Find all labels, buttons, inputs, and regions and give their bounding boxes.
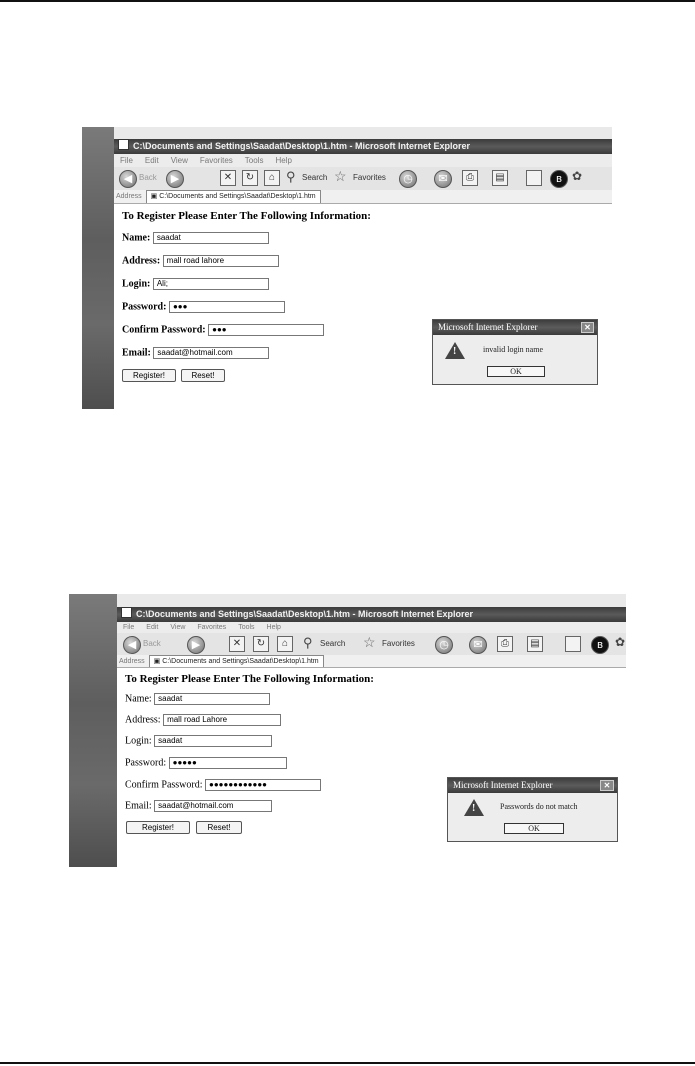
window-title-bar <box>117 607 626 622</box>
menu-edit[interactable]: Edit <box>144 156 159 165</box>
messenger-icon[interactable]: ✿ <box>615 635 626 649</box>
address-field-label: Address: <box>122 255 161 267</box>
menu-help[interactable]: Help <box>266 624 281 631</box>
favorites-label[interactable]: Favorites <box>382 639 415 648</box>
top-rule <box>0 0 695 2</box>
reset-button[interactable]: Reset! <box>181 369 225 382</box>
confirm-password-row <box>125 779 321 791</box>
email-label: Email: <box>122 347 151 359</box>
menu-edit[interactable]: Edit <box>146 624 159 631</box>
menu-help[interactable]: Help <box>275 156 292 165</box>
login-label: Login: <box>122 278 151 290</box>
name-label: Name: <box>122 232 151 244</box>
address-bar <box>114 190 612 204</box>
email-label: Email: <box>125 800 152 812</box>
warning-icon: ! <box>445 342 465 359</box>
dialog-title <box>433 320 597 335</box>
menu-tools[interactable]: Tools <box>244 156 264 165</box>
mail-icon[interactable]: ✉ <box>434 170 452 188</box>
home-icon[interactable]: ⌂ <box>277 636 293 652</box>
register-button[interactable]: Register! <box>126 821 190 834</box>
close-icon[interactable]: ✕ <box>600 780 614 791</box>
menu-bar <box>114 154 612 167</box>
mail-icon[interactable]: ✉ <box>469 636 487 654</box>
name-input[interactable]: saadat <box>154 693 270 705</box>
warning-icon: ! <box>464 799 484 816</box>
window-title: C:\Documents and Settings\Saadat\Desktop\1.htm - Microsoft Internet Explorer <box>133 141 471 151</box>
confirm-password-input[interactable]: ●●●●●●●●●●●● <box>205 779 321 791</box>
messenger-icon[interactable]: ✿ <box>572 169 583 183</box>
email-input[interactable]: saadat@hotmail.com <box>153 347 269 359</box>
ie-window-icon <box>118 139 129 150</box>
window-title: C:\Documents and Settings\Saadat\Desktop\1.htm - Microsoft Internet Explorer <box>136 609 474 619</box>
back-icon[interactable]: ◀ <box>119 170 137 188</box>
login-row <box>122 278 269 290</box>
address-label: Address <box>116 193 142 200</box>
stop-icon[interactable]: ✕ <box>229 636 245 652</box>
dialog-message: invalid login name <box>483 345 543 354</box>
bottom-rule <box>0 1062 695 1064</box>
address-field-label: Address: <box>125 714 161 726</box>
back-icon[interactable]: ◀ <box>123 636 141 654</box>
search-label[interactable]: Search <box>302 173 328 182</box>
menu-bar <box>117 622 626 633</box>
alert-dialog <box>447 777 618 842</box>
email-input[interactable]: saadat@hotmail.com <box>154 800 272 812</box>
login-input[interactable]: saadat <box>154 735 272 747</box>
favorites-star-icon[interactable]: ☆ <box>334 168 347 184</box>
back-label[interactable]: Back <box>139 173 157 182</box>
page-content <box>114 204 612 409</box>
password-row <box>125 757 287 769</box>
menu-favorites[interactable]: Favorites <box>199 156 233 165</box>
toolbar <box>114 167 612 191</box>
menu-view[interactable]: View <box>170 156 188 165</box>
forward-icon[interactable]: ▶ <box>187 636 205 654</box>
address-value: C:\Documents and Settings\Saadat\Desktop\1.htm <box>159 193 316 200</box>
password-label: Password: <box>122 301 167 313</box>
address-row <box>122 255 279 267</box>
desktop-background <box>82 127 114 409</box>
ok-button[interactable]: OK <box>487 366 545 377</box>
dialog-title-text: Microsoft Internet Explorer <box>438 322 538 332</box>
search-label[interactable]: Search <box>320 639 346 648</box>
home-icon[interactable]: ⌂ <box>264 170 280 186</box>
dialog-message: Passwords do not match <box>500 802 578 811</box>
search-icon[interactable]: ⚲ <box>286 169 296 184</box>
bluetooth-icon[interactable]: ʙ <box>591 636 609 654</box>
password-row <box>122 301 285 313</box>
desktop-background <box>69 594 117 867</box>
dialog-title-text: Microsoft Internet Explorer <box>453 780 553 790</box>
menu-file[interactable]: File <box>120 156 133 165</box>
reset-button[interactable]: Reset! <box>196 821 242 834</box>
address-field-input[interactable]: mall road lahore <box>163 255 279 267</box>
page-icon: ▣ <box>150 193 160 200</box>
login-row <box>125 735 272 747</box>
print-icon[interactable]: ⎙ <box>462 170 478 186</box>
edit-icon[interactable]: ▤ <box>527 636 543 652</box>
favorites-star-icon[interactable]: ☆ <box>363 634 376 650</box>
confirm-password-label: Confirm Password: <box>122 324 206 336</box>
discuss-icon[interactable] <box>565 636 581 652</box>
name-row <box>125 693 270 705</box>
forward-icon[interactable]: ▶ <box>166 170 184 188</box>
register-button[interactable]: Register! <box>122 369 176 382</box>
address-input[interactable] <box>149 655 324 668</box>
address-value: C:\Documents and Settings\Saadat\Desktop\1.htm <box>162 658 319 665</box>
window-title-bar <box>114 139 612 154</box>
bluetooth-icon[interactable]: ʙ <box>550 170 568 188</box>
login-input[interactable]: Ali; <box>153 278 269 290</box>
address-bar <box>117 655 626 668</box>
login-label: Login: <box>125 735 152 747</box>
email-row <box>122 347 269 359</box>
edit-icon[interactable]: ▤ <box>492 170 508 186</box>
confirm-password-label: Confirm Password: <box>125 779 203 791</box>
search-icon[interactable]: ⚲ <box>303 635 313 650</box>
menu-file[interactable]: File <box>123 624 135 631</box>
history-icon[interactable]: ◷ <box>399 170 417 188</box>
address-row <box>125 714 281 726</box>
page-content <box>117 668 626 867</box>
password-label: Password: <box>125 757 167 769</box>
ok-button[interactable]: OK <box>504 823 564 834</box>
password-input[interactable]: ●●● <box>169 301 285 313</box>
alert-dialog <box>432 319 598 385</box>
discuss-icon[interactable] <box>526 170 542 186</box>
address-field-input[interactable]: mall road Lahore <box>163 714 281 726</box>
name-row <box>122 232 269 244</box>
name-input[interactable]: saadat <box>153 232 269 244</box>
address-input[interactable] <box>146 190 321 204</box>
name-label: Name: <box>125 693 152 705</box>
menu-favorites[interactable]: Favorites <box>197 624 227 631</box>
menu-tools[interactable]: Tools <box>238 624 255 631</box>
close-icon[interactable]: ✕ <box>581 322 594 333</box>
ie-window-icon <box>121 607 132 618</box>
back-label[interactable]: Back <box>143 639 161 648</box>
confirm-password-row <box>122 324 324 336</box>
screenshot-2 <box>69 594 626 867</box>
page-icon: ▣ <box>153 658 163 665</box>
menu-view[interactable]: View <box>170 624 186 631</box>
password-input[interactable]: ●●●●● <box>169 757 287 769</box>
form-heading: To Register Please Enter The Following Information: <box>122 210 371 222</box>
dialog-title <box>448 778 617 793</box>
favorites-label[interactable]: Favorites <box>353 173 386 182</box>
print-icon[interactable]: ⎙ <box>497 636 513 652</box>
screenshot-1 <box>82 127 612 409</box>
history-icon[interactable]: ◷ <box>435 636 453 654</box>
refresh-icon[interactable]: ↻ <box>253 636 269 652</box>
stop-icon[interactable]: ✕ <box>220 170 236 186</box>
form-heading: To Register Please Enter The Following Information: <box>125 673 374 685</box>
confirm-password-input[interactable]: ●●● <box>208 324 324 336</box>
address-label: Address <box>119 658 145 665</box>
refresh-icon[interactable]: ↻ <box>242 170 258 186</box>
email-row <box>125 800 272 812</box>
toolbar <box>117 633 626 656</box>
